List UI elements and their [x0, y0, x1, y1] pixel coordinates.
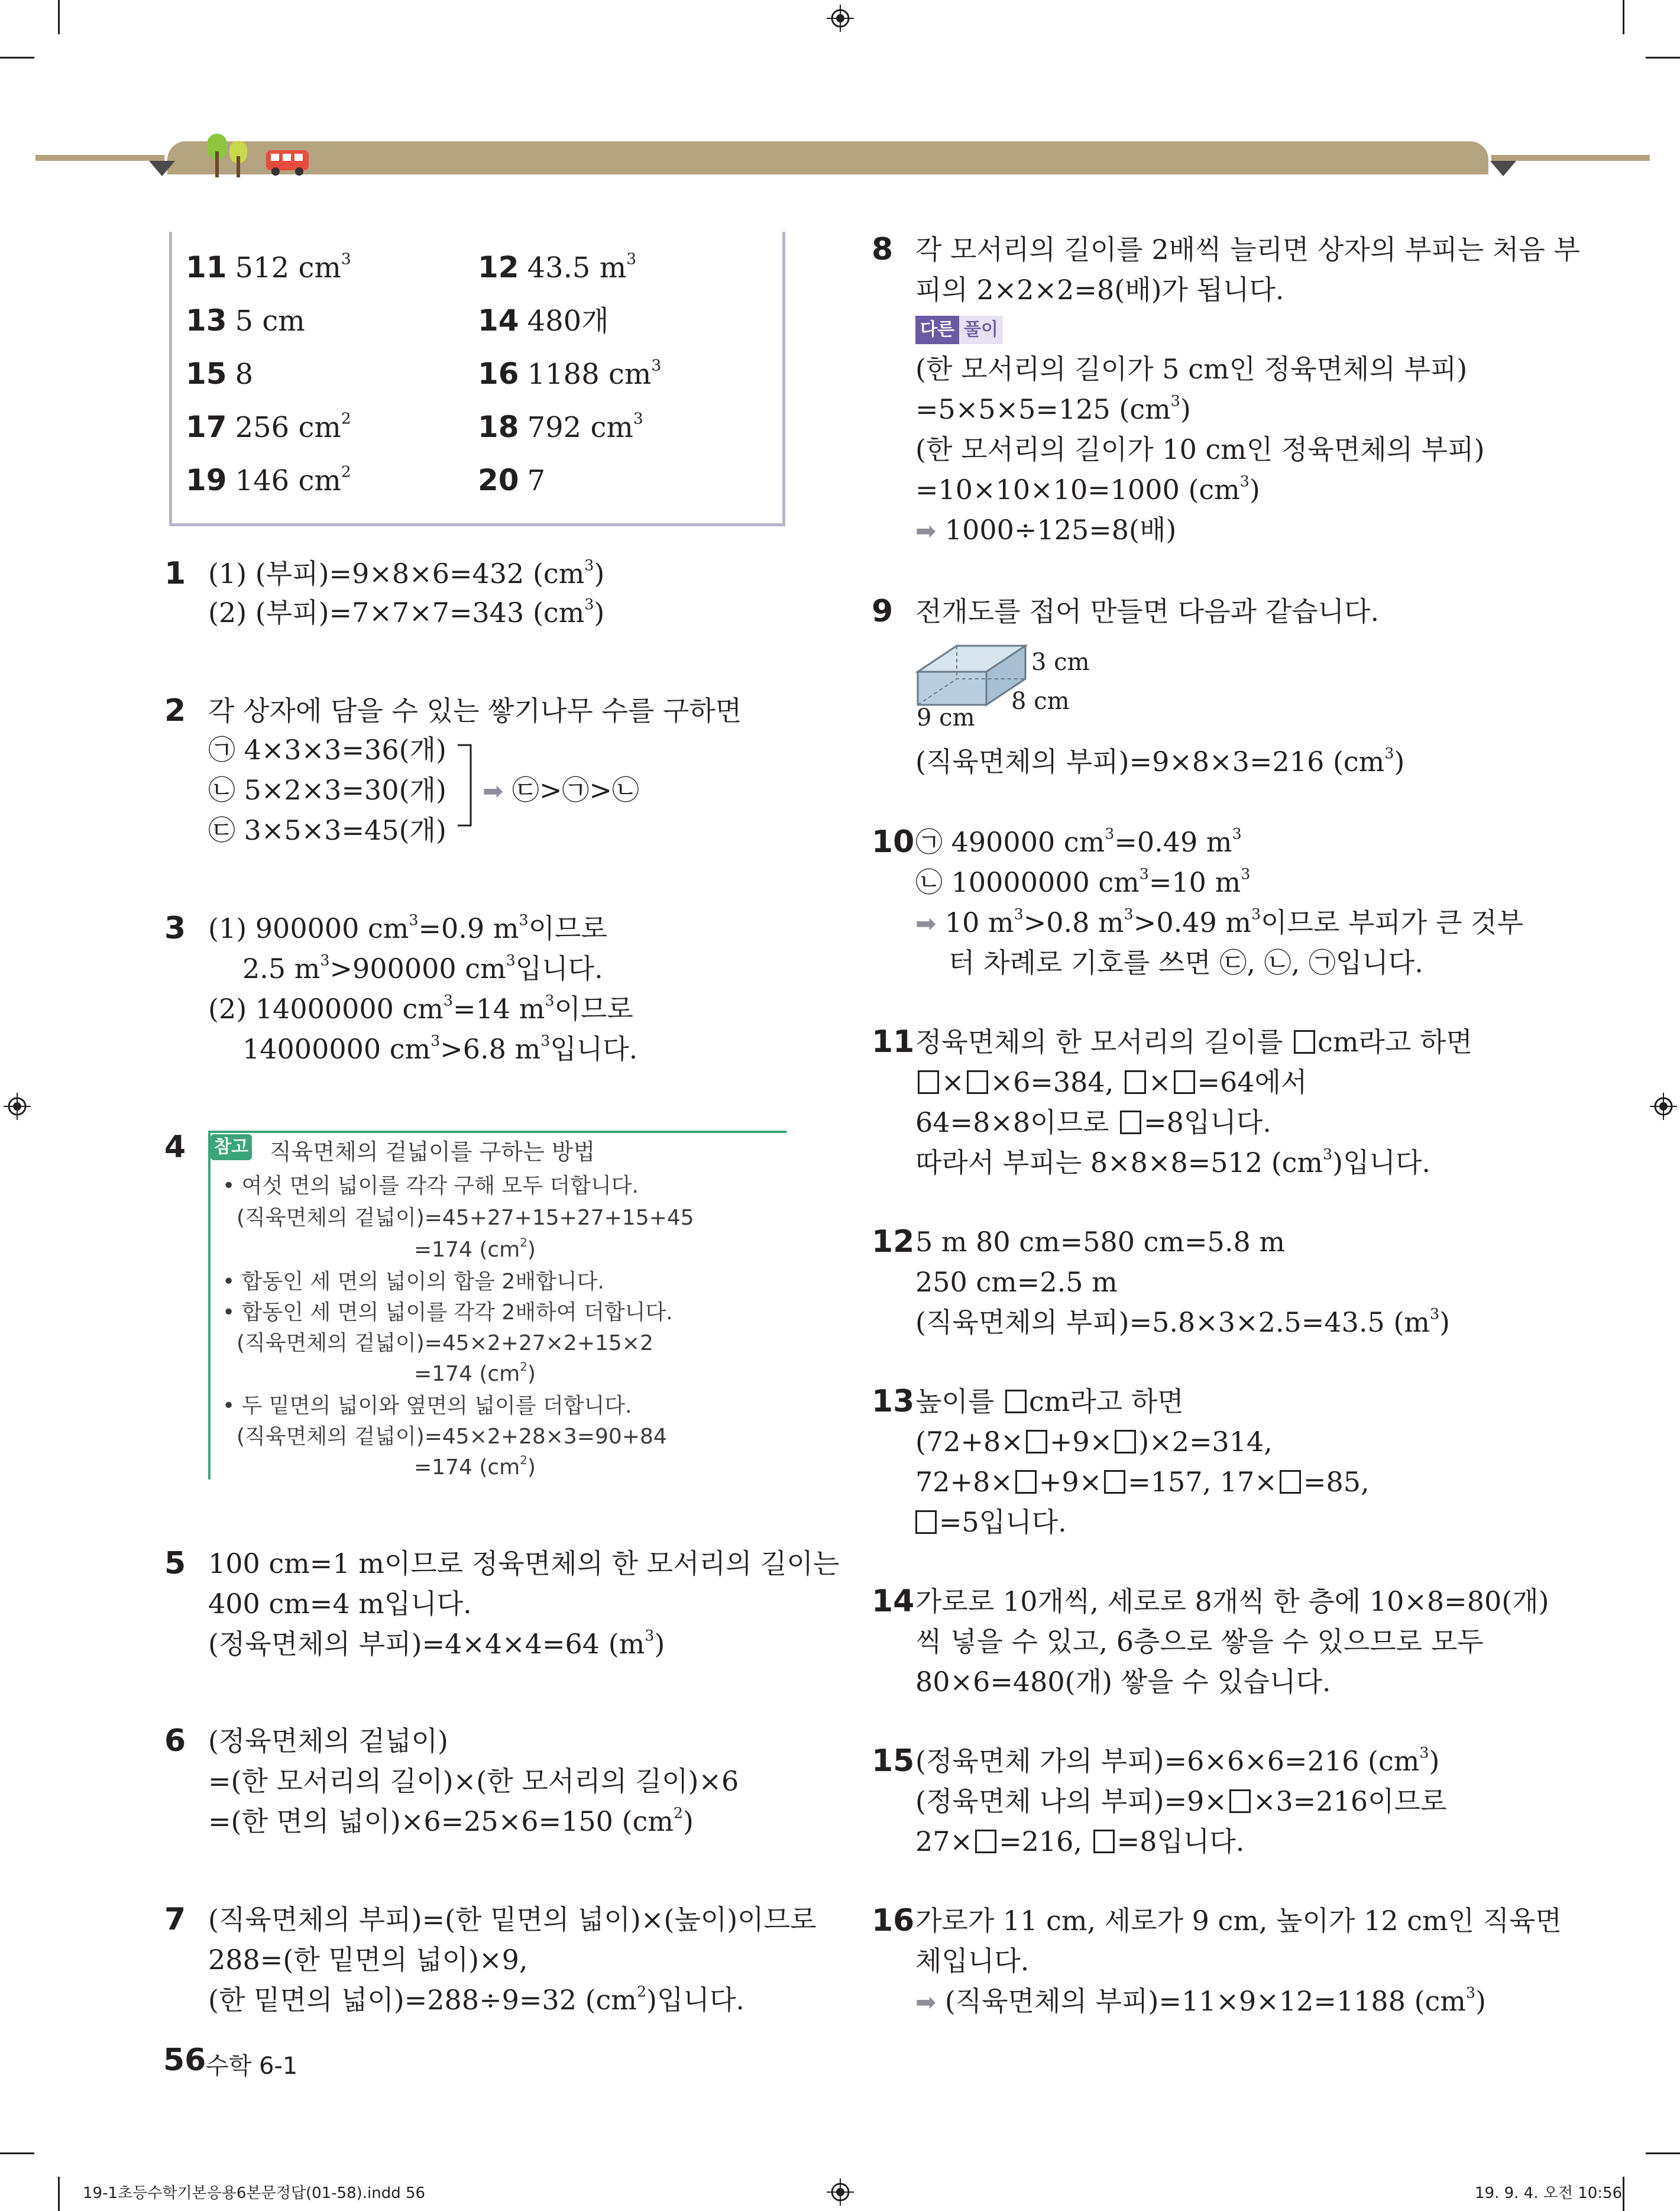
text: 1000÷125=8(배) [944, 514, 1177, 546]
problem-9-line-2: (직육면체의 부피)=9×8×3=216 $(cm^3)$ [915, 744, 1405, 778]
problem-number: 2 [164, 693, 186, 729]
superscript: 3 [1239, 472, 1250, 490]
answer-value: 1188 cm [527, 358, 652, 391]
problem-11-line-4 [915, 1142, 1430, 1183]
problem-number: 14 [872, 1584, 915, 1619]
superscript: 3 [584, 595, 594, 613]
problem-3-line-3 [208, 989, 633, 1029]
text: =216, [999, 1825, 1083, 1857]
problem-number: 13 [872, 1384, 915, 1419]
note-title: 직육면체의 겉넓이를 구하는 방법 [270, 1139, 595, 1165]
tree-icon [196, 128, 258, 177]
blank-box [1115, 1430, 1136, 1454]
text: (2) (부피)=7×7×7=343 (cm [208, 597, 585, 629]
superscript: 3 [1232, 825, 1242, 843]
alt-badge-2: 풀이 [959, 316, 1003, 344]
text: =174 (cm [414, 1455, 520, 1480]
text: 14000000 cm [242, 1033, 431, 1065]
problem-10-line-4: 터 차례로 기호를 쓰면 ㉢, ㉡, ㉠입니다. [949, 947, 1423, 979]
blank-box [967, 1070, 988, 1094]
superscript: 3 [1139, 865, 1149, 883]
diagram-label-depth: 8 cm [1011, 688, 1070, 715]
problem-number: 10 [872, 824, 915, 860]
problem-8-line-1: 각 모서리의 길이를 2배씩 늘리면 상자의 부피는 처음 부 [915, 234, 1580, 266]
text: (72+8× [915, 1426, 1024, 1458]
problem-13-line-1 [915, 1381, 1184, 1422]
text: (직육면체의 부피)=5.8×3×2.5=43.5 (m [915, 1306, 1430, 1338]
text: >0.49 m [1133, 907, 1251, 938]
page-number: 56 [163, 2042, 206, 2078]
note-bullet-2: • 합동인 세 면의 넓이의 합을 2배합니다. [222, 1270, 604, 1294]
superscript: 3 [1124, 905, 1134, 923]
answer-unit-exponent: 3 [651, 356, 662, 375]
text: (1) (부피)=9×8×6=432 (cm [208, 558, 585, 590]
crop-mark [1646, 57, 1680, 59]
problem-6-line-2: =(한 모서리의 길이)×(한 모서리의 길이)×6 [208, 1765, 739, 1797]
text: =14 m [453, 993, 545, 1025]
problem-10-line-2 [915, 862, 1250, 902]
problem-6-line-3: =(한 면의 넓이)×6=25×6=150 $(cm^2)$ [208, 1804, 694, 1837]
text: =174 (cm [414, 1362, 520, 1386]
crop-mark [0, 57, 34, 59]
answer-item-17 [186, 409, 351, 445]
answer-value: 146 cm [235, 464, 341, 497]
text: 입니다. [515, 953, 603, 985]
superscript: 3 [1251, 905, 1261, 923]
problem-11-line-3 [915, 1102, 1271, 1142]
problem-number: 4 [164, 1129, 186, 1165]
problem-1-line-2 [208, 593, 604, 633]
blank-box [1174, 1070, 1195, 1094]
note-expr-3b: =174 $(cm^2)$ [414, 1360, 536, 1386]
problem-5-line-2: 400 cm=4 m입니다. [208, 1588, 472, 1620]
text: =5입니다. [939, 1506, 1067, 1538]
text: (2) 14000000 cm [208, 993, 444, 1025]
superscript: 3 [1170, 392, 1180, 410]
text: 72+8× [915, 1466, 1013, 1498]
answer-number: 20 [478, 463, 519, 497]
problem-7-line-2: 288=(한 밑면의 넓이)×9, [208, 1944, 528, 1976]
problem-number: 1 [164, 556, 186, 591]
text: 입니다. [550, 1033, 638, 1065]
blank-box [1280, 1470, 1301, 1494]
text: cm라고 하면 [1318, 1026, 1472, 1058]
note-expr-1b: =174 $(cm^2)$ [414, 1236, 536, 1262]
problem-number: 9 [872, 594, 894, 629]
arrow-icon: ➡ [915, 516, 937, 545]
problem-12-line-3: (직육면체의 부피)=5.8×3×2.5=43.5 $(m^3)$ [915, 1305, 1450, 1338]
blank-box [1120, 1111, 1141, 1134]
text: ㉠ 490000 cm [915, 826, 1105, 858]
note-badge: 참고 [211, 1134, 252, 1160]
text: ) [594, 597, 605, 629]
answer-value: 512 cm [235, 251, 341, 284]
alt-badge-1: 다른 [915, 316, 959, 344]
problem-8-line-4: =5×5×5=125 $(cm^3)$ [915, 392, 1191, 425]
answer-value: 256 cm [235, 411, 341, 444]
problem-8-line-5: (한 모서리의 길이가 10 cm인 정육면체의 부피) [915, 433, 1485, 465]
note-expr-4a: (직육면체의 겉넓이)=45×2+28×3=90+84 [237, 1425, 667, 1449]
crop-mark [1646, 2152, 1680, 2154]
problem-9-line-1: 전개도를 접어 만들면 다음과 같습니다. [915, 595, 1380, 627]
text: × [941, 1066, 964, 1098]
text: +9× [1049, 1426, 1113, 1458]
blank-box [1005, 1390, 1027, 1413]
text: ㉡ 10000000 cm [915, 866, 1140, 898]
crop-mark [1623, 2177, 1624, 2211]
answer-unit-exponent: 3 [341, 250, 351, 268]
problem-number: 7 [164, 1902, 186, 1937]
superscript: 2 [636, 1983, 647, 2000]
note-side-rule [208, 1131, 211, 1480]
text: 정육면체의 한 모서리의 길이를 [915, 1026, 1283, 1058]
problem-number: 5 [164, 1546, 186, 1581]
problem-14-line-3: 80×6=480(개) 쌓을 수 있습니다. [915, 1666, 1331, 1698]
superscript: 3 [584, 556, 594, 574]
problem-2-line-1: 각 상자에 담을 수 있는 쌓기나무 수를 구하면 [208, 695, 742, 727]
text: =85, [1303, 1466, 1370, 1498]
problem-number: 16 [872, 1903, 915, 1938]
text: 2.5 m [242, 953, 321, 985]
superscript: 3 [1465, 1984, 1476, 2002]
superscript: 3 [1105, 825, 1115, 843]
problem-2-result [483, 770, 639, 811]
note-expr-3a: (직육면체의 겉넓이)=45×2+27×2+15×2 [237, 1331, 653, 1355]
problem-14-line-2: 씩 넣을 수 있고, 6층으로 쌓을 수 있으므로 모두 [915, 1626, 1484, 1658]
print-date: 19. 9. 4. 오전 10:56 [1475, 2184, 1623, 2202]
text: cm라고 하면 [1028, 1385, 1184, 1417]
problem-3-line-1 [208, 908, 607, 949]
text: )×2=314, [1138, 1426, 1273, 1458]
text: ) [594, 558, 605, 590]
blank-box [1026, 1430, 1047, 1454]
text: 이므로 [528, 912, 607, 944]
superscript: 3 [430, 1032, 441, 1050]
file-slug: 19-1초등수학기본응용6본문정답(01-58).indd 56 [83, 2184, 426, 2202]
superscript: 3 [645, 1627, 655, 1645]
note-expr-4b: =174 $(cm^2)$ [414, 1454, 536, 1480]
text: (한 밑면의 넓이)=288÷9=32 (cm [208, 1984, 637, 2016]
answer-number: 13 [186, 303, 227, 338]
text: (직육면체의 부피)=11×9×12=1188 (cm [944, 1985, 1466, 2017]
superscript: 3 [1241, 865, 1251, 883]
problem-11-line-2 [915, 1062, 1307, 1102]
text: (1) 900000 cm [208, 912, 409, 944]
blank-box [1093, 1830, 1115, 1853]
problem-10-line-1 [915, 822, 1242, 862]
text: 이므로 부피가 큰 것부 [1261, 907, 1523, 938]
crop-mark [58, 2177, 60, 2211]
answer-value: 5 cm [235, 305, 305, 338]
problem-11-line-1 [915, 1022, 1472, 1062]
answer-unit-exponent: 3 [633, 409, 643, 428]
header-notch-right [1490, 161, 1516, 176]
text: 27× [915, 1825, 973, 1857]
answer-number: 19 [186, 463, 227, 497]
text: (정육면체 나의 부피)=9× [915, 1785, 1227, 1817]
registration-mark-icon [827, 2178, 854, 2206]
text: =157, 17× [1128, 1466, 1277, 1498]
text: ×3=216이므로 [1252, 1785, 1447, 1817]
text: )입니다. [1332, 1147, 1431, 1179]
answer-number: 12 [478, 250, 519, 284]
answer-value: 8 [235, 358, 254, 391]
answer-value: 43.5 m [527, 251, 627, 284]
alt-solution-badge [915, 316, 1003, 344]
text: =10 m [1148, 866, 1241, 898]
problem-12-line-2: 250 cm=2.5 m [915, 1266, 1118, 1298]
text: (정육면체의 부피)=4×4×4=64 (m [208, 1628, 645, 1660]
text: >6.8 m [440, 1033, 541, 1065]
blank-box [1229, 1789, 1251, 1813]
problem-5-line-3: (정육면체의 부피)=4×4×4=64 $(m^3)$ [208, 1627, 665, 1660]
text: +9× [1038, 1466, 1102, 1498]
text: =0.49 m [1114, 826, 1232, 858]
problem-3-line-4 [242, 1029, 637, 1069]
answer-number: 18 [478, 410, 519, 444]
arrow-icon: ➡ [915, 909, 937, 938]
answer-number: 17 [186, 410, 227, 444]
crop-mark [58, 0, 60, 34]
problem-12-line-1: 5 m 80 cm=580 cm=5.8 m [915, 1226, 1285, 1258]
answer-item-11 [186, 250, 351, 286]
text: ×6=384, [990, 1066, 1114, 1098]
problem-13-line-2 [915, 1422, 1273, 1462]
arrow-icon: ➡ [483, 776, 504, 805]
superscript: 3 [506, 951, 516, 969]
problem-16-line-3: ➡ (직육면체의 부피)=11×9×12=1188 $(cm^3)$ [915, 1984, 1486, 2017]
superscript: 3 [320, 951, 330, 969]
superscript: 3 [1014, 905, 1024, 923]
superscript: 3 [1323, 1145, 1333, 1163]
answer-number: 11 [186, 250, 227, 284]
text: =8입니다. [1144, 1106, 1271, 1138]
text: =64에서 [1197, 1066, 1307, 1098]
problem-10-line-3 [915, 902, 1523, 944]
bracket-icon [458, 744, 475, 827]
problem-2-line-c: ㉢ 3×5×3=45(개) [208, 814, 446, 846]
text: =10×10×10=1000 (cm [915, 474, 1240, 506]
answer-item-19 [186, 462, 351, 498]
superscript: 3 [519, 911, 529, 929]
blank-box [1125, 1070, 1146, 1094]
text: ㉢>㉠>㉡ [512, 774, 639, 806]
answer-unit-exponent: 2 [341, 409, 351, 428]
problem-15-line-2 [915, 1781, 1446, 1821]
header-tab [164, 138, 1491, 177]
text: (정육면체 가의 부피)=6×6×6=216 (cm [915, 1745, 1420, 1777]
superscript: 2 [520, 1236, 527, 1250]
superscript: 3 [1384, 744, 1394, 762]
text: =5×5×5=125 (cm [915, 393, 1171, 425]
diagram-label-height: 3 cm [1031, 649, 1090, 676]
answer-item-15 [186, 356, 253, 392]
blank-box [915, 1510, 937, 1534]
registration-mark-icon [1650, 1093, 1677, 1120]
text: =8입니다. [1116, 1825, 1245, 1857]
blank-box [918, 1070, 939, 1094]
problem-number: 12 [872, 1224, 915, 1260]
problem-7-line-1: (직육면체의 부피)=(한 밑면의 넓이)×(높이)이므로 [208, 1904, 817, 1935]
text: 이므로 [554, 993, 633, 1025]
answer-number: 14 [478, 303, 519, 338]
registration-mark-icon [827, 5, 854, 32]
superscript: 2 [520, 1454, 527, 1468]
diagram-label-width: 9 cm [917, 704, 975, 731]
answer-value: 480개 [527, 305, 609, 338]
note-expr-1a: (직육면체의 겉넓이)=45+27+15+27+15+45 [237, 1206, 694, 1230]
answer-item-18 [478, 409, 643, 445]
note-top-rule [208, 1131, 786, 1133]
superscript: 3 [443, 992, 454, 1009]
note-bullet-1: • 여섯 면의 넓이를 각각 구해 모두 더합니다. [222, 1174, 639, 1198]
superscript: 2 [673, 1804, 683, 1822]
problem-8-line-7 [915, 510, 1176, 551]
bus-icon [265, 148, 310, 177]
problem-6-line-1: (정육면체의 겉넓이) [208, 1725, 449, 1757]
answer-item-12 [478, 250, 636, 286]
blank-box [1104, 1470, 1125, 1494]
superscript: 3 [409, 911, 419, 929]
arrow-icon: ➡ [915, 1987, 937, 2016]
problem-number: 15 [872, 1743, 915, 1779]
text: × [1148, 1066, 1171, 1098]
problem-8-line-6: =10×10×10=1000 $(cm^3)$ [915, 472, 1260, 506]
text: =174 (cm [414, 1238, 520, 1262]
problem-number: 11 [872, 1024, 915, 1060]
problem-number: 3 [164, 911, 186, 946]
text: >900000 cm [329, 953, 506, 985]
crop-mark [0, 2152, 34, 2154]
text: 따라서 부피는 8×8×8=512 (cm [915, 1147, 1323, 1179]
text: (직육면체의 부피)=9×8×3=216 (cm [915, 746, 1385, 778]
note-bullet-4: • 두 밑면의 넓이와 옆면의 넓이를 더합니다. [222, 1394, 632, 1418]
problem-5-line-1: 100 cm=1 m이므로 정육면체의 한 모서리의 길이는 [208, 1548, 840, 1579]
superscript: 3 [1419, 1744, 1429, 1762]
text: 10 m [944, 907, 1014, 938]
problem-8-line-2: 피의 2×2×2=8(배)가 됩니다. [915, 274, 1284, 306]
problem-1-line-1 [208, 553, 604, 594]
problem-15-line-3 [915, 1821, 1244, 1862]
answer-unit-exponent: 2 [341, 462, 351, 481]
problem-8-line-3: (한 모서리의 길이가 5 cm인 정육면체의 부피) [915, 353, 1468, 385]
text: =(한 면의 넓이)×6=25×6=150 (cm [208, 1805, 674, 1837]
problem-16-line-2: 체입니다. [915, 1945, 1030, 1977]
answer-number: 16 [478, 357, 519, 391]
text: >0.8 m [1023, 907, 1124, 938]
answer-item-16 [478, 356, 661, 392]
blank-box [1294, 1030, 1315, 1054]
crop-mark [1623, 0, 1624, 34]
text: 64=8×8이므로 [915, 1106, 1109, 1138]
answer-unit-exponent: 3 [626, 250, 637, 268]
blank-box [975, 1830, 996, 1853]
problem-number: 8 [872, 232, 894, 267]
problem-13-line-4 [915, 1502, 1067, 1542]
text: 높이를 [915, 1385, 995, 1417]
text: =0.9 m [418, 912, 519, 944]
problem-2-line-a: ㉠ 4×3×3=36(개) [208, 734, 446, 766]
note-bullet-3: • 합동인 세 면의 넓이를 각각 2배하여 더합니다. [222, 1300, 673, 1325]
problem-15-line-1: (정육면체 가의 부피)=6×6×6=216 $(cm^3)$ [915, 1744, 1440, 1777]
problem-3-line-2 [242, 949, 603, 989]
answer-item-20 [478, 462, 545, 498]
blank-box [1015, 1470, 1037, 1494]
superscript: 3 [1429, 1305, 1440, 1323]
header-notch-left [149, 161, 175, 176]
problem-number: 6 [164, 1723, 186, 1759]
answer-number: 15 [186, 357, 227, 391]
answer-item-13 [186, 303, 305, 339]
problem-14-line-1: 가로로 10개씩, 세로로 8개씩 한 층에 10×8=80(개) [915, 1585, 1549, 1617]
answer-item-14 [478, 303, 609, 339]
answer-value: 792 cm [527, 411, 633, 444]
problem-16-line-1: 가로가 11 cm, 세로가 9 cm, 높이가 12 cm인 직육면 [915, 1905, 1562, 1937]
superscript: 3 [540, 1032, 551, 1050]
registration-mark-icon [4, 1093, 31, 1120]
subject-label: 수학 6-1 [206, 2053, 298, 2080]
answer-value: 7 [527, 464, 546, 497]
superscript: 2 [520, 1360, 527, 1374]
problem-13-line-3 [915, 1462, 1370, 1502]
problem-7-line-3 [208, 1980, 744, 2020]
superscript: 3 [545, 992, 555, 1009]
problem-2-line-b: ㉡ 5×2×3=30(개) [208, 774, 446, 806]
text: )입니다. [646, 1984, 744, 2016]
